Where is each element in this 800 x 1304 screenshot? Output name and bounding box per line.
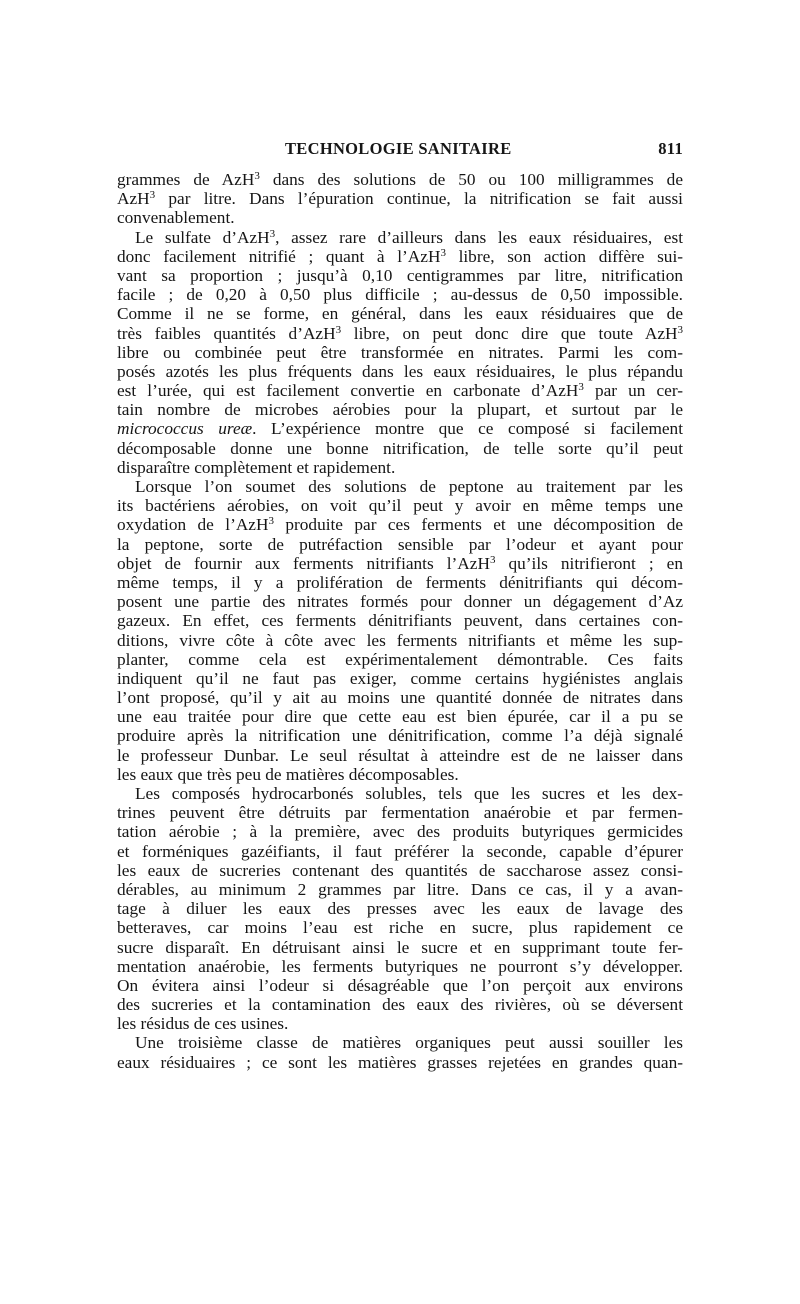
page-number: 811: [658, 139, 683, 158]
text-line: tage à diluer les eaux des presses avec les eaux de lavage des: [117, 899, 683, 919]
text-line: sucre disparaît. En détruisant ainsi le sucre et en supprimant toute fer-: [117, 937, 683, 957]
text-line: objet de fournir aux ferments nitrifiants l’AzH$^3$ qu’ils nitrifieront ; en: [117, 553, 683, 573]
text-line: des sucreries et la contamination des eaux des rivières, où se déversent: [117, 995, 683, 1015]
running-head: [117, 139, 683, 161]
paragraph: [117, 477, 683, 784]
text-line: très faibles quantités d’AzH$^3$ libre, on peut donc dire que toute AzH$^3$: [117, 323, 683, 343]
text-line: micrococcus ureæ. L’expérience montre que ce composé si facilement: [117, 419, 683, 439]
text-line: une eau traitée pour dire que cette eau est bien épurée, car il a pu se: [117, 707, 683, 727]
text-line: disparaître complètement et rapidement.: [117, 457, 396, 477]
text-line: Une troisième classe de matières organiques peut aussi souiller les: [135, 1033, 683, 1053]
text-line: mentation anaérobie, les ferments butyriques ne pourront s’y développer.: [117, 956, 683, 976]
text-line: its bactériens aérobies, on voit qu’il peut y avoir en même temps une: [117, 496, 683, 516]
text-line: même temps, il y a prolifération de ferments dénitrifiants qui décom-: [117, 572, 683, 592]
text-line: planter, comme cela est expérimentalement démontrable. Ces faits: [117, 649, 683, 669]
text-line: donc facilement nitrifié ; quant à l’AzH$^3$ libre, son action diffère sui-: [117, 246, 683, 266]
text-line: tain nombre de microbes aérobies pour la plupart, et surtout par le: [117, 400, 683, 420]
text-line: Les composés hydrocarbonés solubles, tels que les sucres et les dex-: [135, 784, 683, 803]
text-line: et forméniques gazéifiants, il faut préférer la seconde, capable d’épurer: [117, 841, 683, 861]
text-line: Comme il ne se forme, en général, dans les eaux résiduaires que de: [117, 304, 683, 324]
text-line: ditions, vivre côte à côte avec les ferments nitrifiants et même les sup-: [117, 630, 683, 650]
text-line: oxydation de l’AzH$^3$ produite par ces ferments et une décomposition de: [117, 515, 683, 535]
text-line: l’ont proposé, qu’il y ait au moins une quantité donnée de nitrates dans: [117, 688, 683, 708]
text-line: libre ou combinée peut être transformée en nitrates. Parmi les com-: [117, 342, 683, 362]
text-line: gazeux. En effet, ces ferments dénitrifiants peuvent, dans certaines con-: [117, 611, 683, 631]
paragraph: [117, 228, 683, 477]
text-line: le professeur Dunbar. Le seul résultat à atteindre est de ne laisser dans: [117, 745, 683, 765]
text-line: tation aérobie ; à la première, avec des produits butyriques germicides: [117, 822, 683, 842]
paragraph: [117, 784, 683, 1033]
paragraph: [117, 170, 683, 228]
text-line: facile ; de 0,20 à 0,50 plus difficile ; au-dessus de 0,50 impossible.: [117, 285, 683, 305]
text-line: est l’urée, qui est facilement convertie en carbonate d’AzH$^3$ par un cer-: [117, 381, 683, 401]
text-line: Le sulfate d’AzH$^3$, assez rare d’ailleurs dans les eaux résiduaires, est: [135, 227, 683, 247]
text-line: produire après la nitrification une dénitrification, comme l’a déjà signalé: [117, 726, 683, 746]
text-line: dérables, au minimum 2 grammes par litre. Dans ce cas, il y a avan-: [117, 879, 683, 899]
running-title: TECHNOLOGIE SANITAIRE: [285, 139, 512, 158]
text-line: vant sa proportion ; jusqu’à 0,10 centigrammes par litre, nitrification: [117, 265, 683, 285]
text-line: posent une partie des nitrates formés pour donner un dégagement d’Az: [117, 592, 683, 612]
text-line: Lorsque l’on soumet des solutions de peptone au traitement par les: [135, 477, 683, 496]
text-line: betteraves, car moins l’eau est riche en sucre, plus rapidement ce: [117, 918, 683, 938]
text-line: les eaux que très peu de matières décomposables.: [117, 764, 459, 784]
text-line: grammes de AzH$^3$ dans des solutions de 50 ou 100 milligrammes de: [117, 170, 683, 189]
text-line: convenablement.: [117, 208, 235, 228]
text-line: la peptone, sorte de putréfaction sensible par l’odeur et ayant pour: [117, 534, 683, 554]
text-line: AzH$^3$ par litre. Dans l’épuration continue, la nitrification se fait aussi: [117, 189, 683, 209]
text-line: eaux résiduaires ; ce sont les matières grasses rejetées en grandes quan-: [117, 1052, 683, 1072]
text-line: les eaux de sucreries contenant des quantités de saccharose assez consi-: [117, 860, 683, 880]
text-line: posés azotés les plus fréquents dans les eaux résiduaires, le plus répandu: [117, 361, 683, 381]
text-line: On évitera ainsi l’odeur si désagréable que l’on perçoit aux environs: [117, 975, 683, 995]
body-text: [117, 170, 683, 1072]
text-line: indiquent qu’il ne faut pas exiger, comme certains hygiénistes anglais: [117, 668, 683, 688]
paragraph: [117, 1033, 683, 1071]
text-line: trines peuvent être détruits par fermentation anaérobie et par fermen-: [117, 803, 683, 823]
text-line: décomposable donne une bonne nitrification, de telle sorte qu’il peut: [117, 438, 683, 458]
text-line: les résidus de ces usines.: [117, 1014, 289, 1034]
